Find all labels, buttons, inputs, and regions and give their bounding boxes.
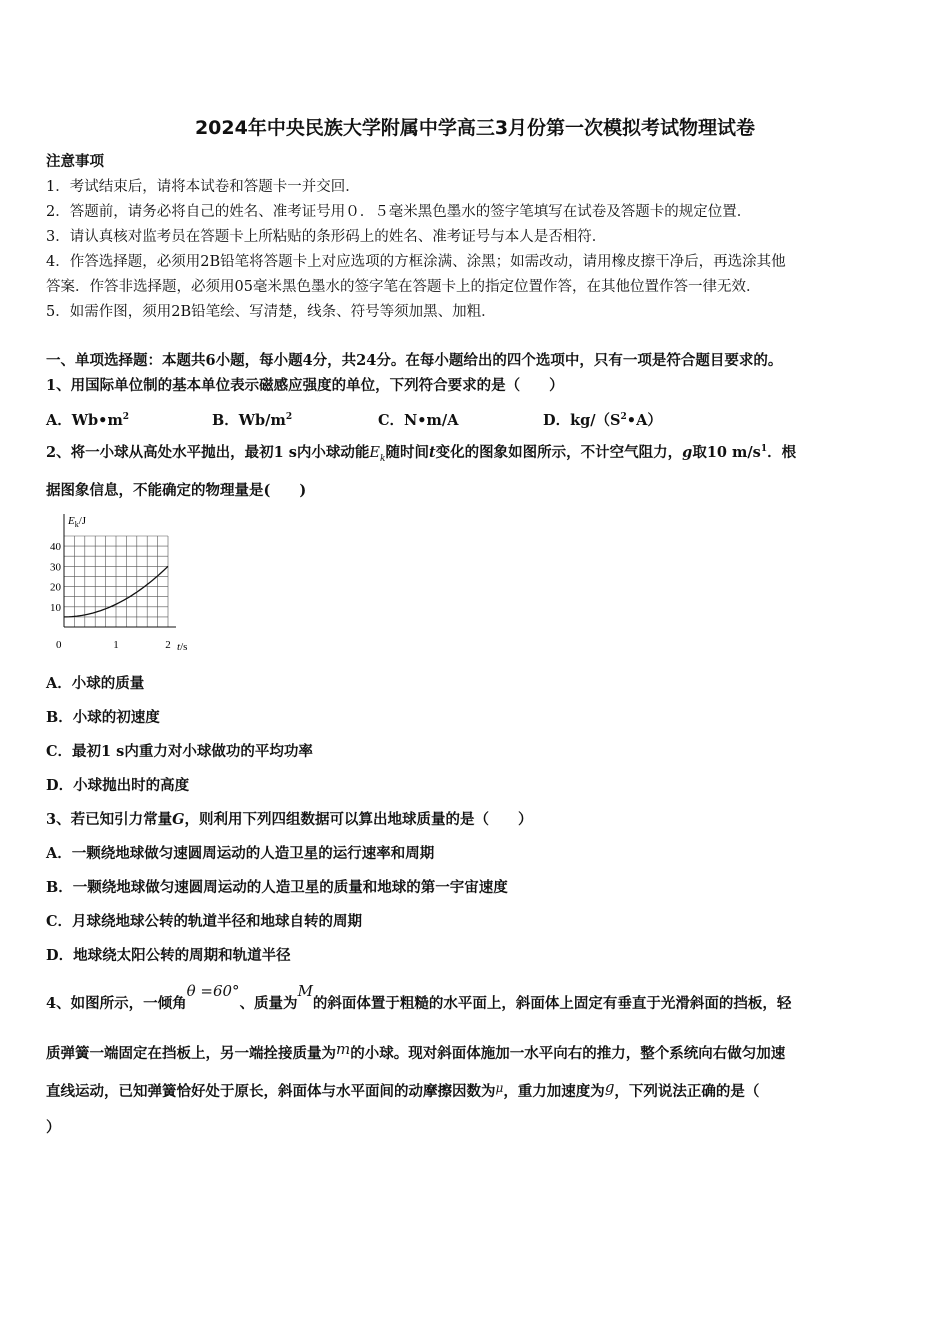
ek-time-chart xyxy=(42,510,202,655)
question-2-stem-cont: 据图象信息，不能确定的物理量是( ) xyxy=(46,482,307,499)
q2-option-d: D．小球抛出时的高度 xyxy=(46,777,190,794)
y-tick-label: 40 xyxy=(50,541,61,554)
q2-option-c: C．最初1 s内重力对小球做功的平均功率 xyxy=(46,743,313,760)
q1-option-c: C．N•m/A xyxy=(378,412,459,429)
y-tick-label: 20 xyxy=(50,581,61,594)
q3-option-a: A．一颗绕地球做匀速圆周运动的人造卫星的运行速率和周期 xyxy=(46,845,435,862)
x-tick-label: 2 xyxy=(165,639,171,651)
chart-grid xyxy=(64,536,168,627)
y-axis-label: $E_k/J$ xyxy=(68,515,87,529)
section-heading: 一、单项选择题：本题共6小题，每小题4分，共24分。在每小题给出的四个选项中，只有一项是符合题目要求的。 xyxy=(46,352,783,369)
notice-heading: 注意事项 xyxy=(46,153,104,170)
question-1-stem: 1、用国际单位制的基本单位表示磁感应强度的单位，下列符合要求的是（ ） xyxy=(46,377,564,394)
notice-item: 1．考试结束后，请将本试卷和答题卡一并交回． xyxy=(46,179,360,195)
question-4-stem-line4: ） xyxy=(46,1119,61,1136)
q2-option-a: A．小球的质量 xyxy=(46,675,145,692)
q1-option-a: A．$Wb•m^2$ xyxy=(46,412,130,429)
x-tick-label: 1 xyxy=(113,639,119,651)
notice-item: 5．如需作图，须用2B铅笔绘、写清楚，线条、符号等须加黑、加粗． xyxy=(46,304,496,320)
x-axis-label: t/s xyxy=(177,641,188,653)
chart-axes xyxy=(64,514,176,627)
q1-option-b: B．$Wb/m^2$ xyxy=(212,412,293,429)
page-title: 2024年中央民族大学附属中学高三3月份第一次模拟考试物理试卷 xyxy=(194,117,756,139)
q3-option-c: C．月球绕地球公转的轨道半径和地球自转的周期 xyxy=(46,913,363,930)
notice-item: 2．答题前，请务必将自己的姓名、准考证号用０．５毫米黑色墨水的签字笔填写在试卷及答题卡的规定位置． xyxy=(46,204,752,220)
notice-item: 3．请认真核对监考员在答题卡上所粘贴的条形码上的姓名、准考证号与本人是否相符． xyxy=(46,229,607,245)
question-4-stem-line2: 质弹簧一端固定在挡板上，另一端拴接质量为m的小球。现对斜面体施加一水平向右的推力，整个系统向右做匀加速 xyxy=(46,1040,786,1062)
q1-option-d: D．$kg/(S^2•A)$ xyxy=(543,412,662,429)
y-tick-label: 10 xyxy=(50,601,61,614)
y-tick-label: 30 xyxy=(50,561,61,574)
q2-option-b: B．小球的初速度 xyxy=(46,709,160,726)
question-2-stem: 2、将一小球从高处水平抛出，最初1 s内小球动能$E_k$随时间t变化的图象如图所示，不计空气阻力，g取10 $m/s^1$．根 xyxy=(46,444,797,464)
notice-item: 答案．作答非选择题，必须用05毫米黑色墨水的签字笔在答题卡上的指定位置作答，在其他位置作答一律无效． xyxy=(46,279,761,295)
q3-option-d: D．地球绕太阳公转的周期和轨道半径 xyxy=(46,947,291,964)
question-4-stem-line3: 直线运动，已知弹簧恰好处于原长，斜面体与水平面间的动摩擦因数为$^\mu$，重力加速度为g，下列说法正确的是（ xyxy=(46,1078,760,1100)
notice-item: 4．作答选择题，必须用2B铅笔将答题卡上对应选项的方框涂满、涂黑；如需改动，请用橡皮擦干净后，再选涂其他 xyxy=(46,254,786,270)
origin-label: 0 xyxy=(56,639,62,651)
q3-option-b: B．一颗绕地球做匀速圆周运动的人造卫星的质量和地球的第一宇宙速度 xyxy=(46,879,508,896)
theta-formula: θ =60° xyxy=(186,982,240,1000)
question-3-stem: 3、若已知引力常量G，则利用下列四组数据可以算出地球质量的是（ ） xyxy=(46,811,533,828)
question-4-stem: 4、如图所示，一倾角θ =60°、质量为M的斜面体置于粗糙的水平面上，斜面体上固定有垂直于光滑斜面的挡板，轻 xyxy=(46,982,792,1012)
